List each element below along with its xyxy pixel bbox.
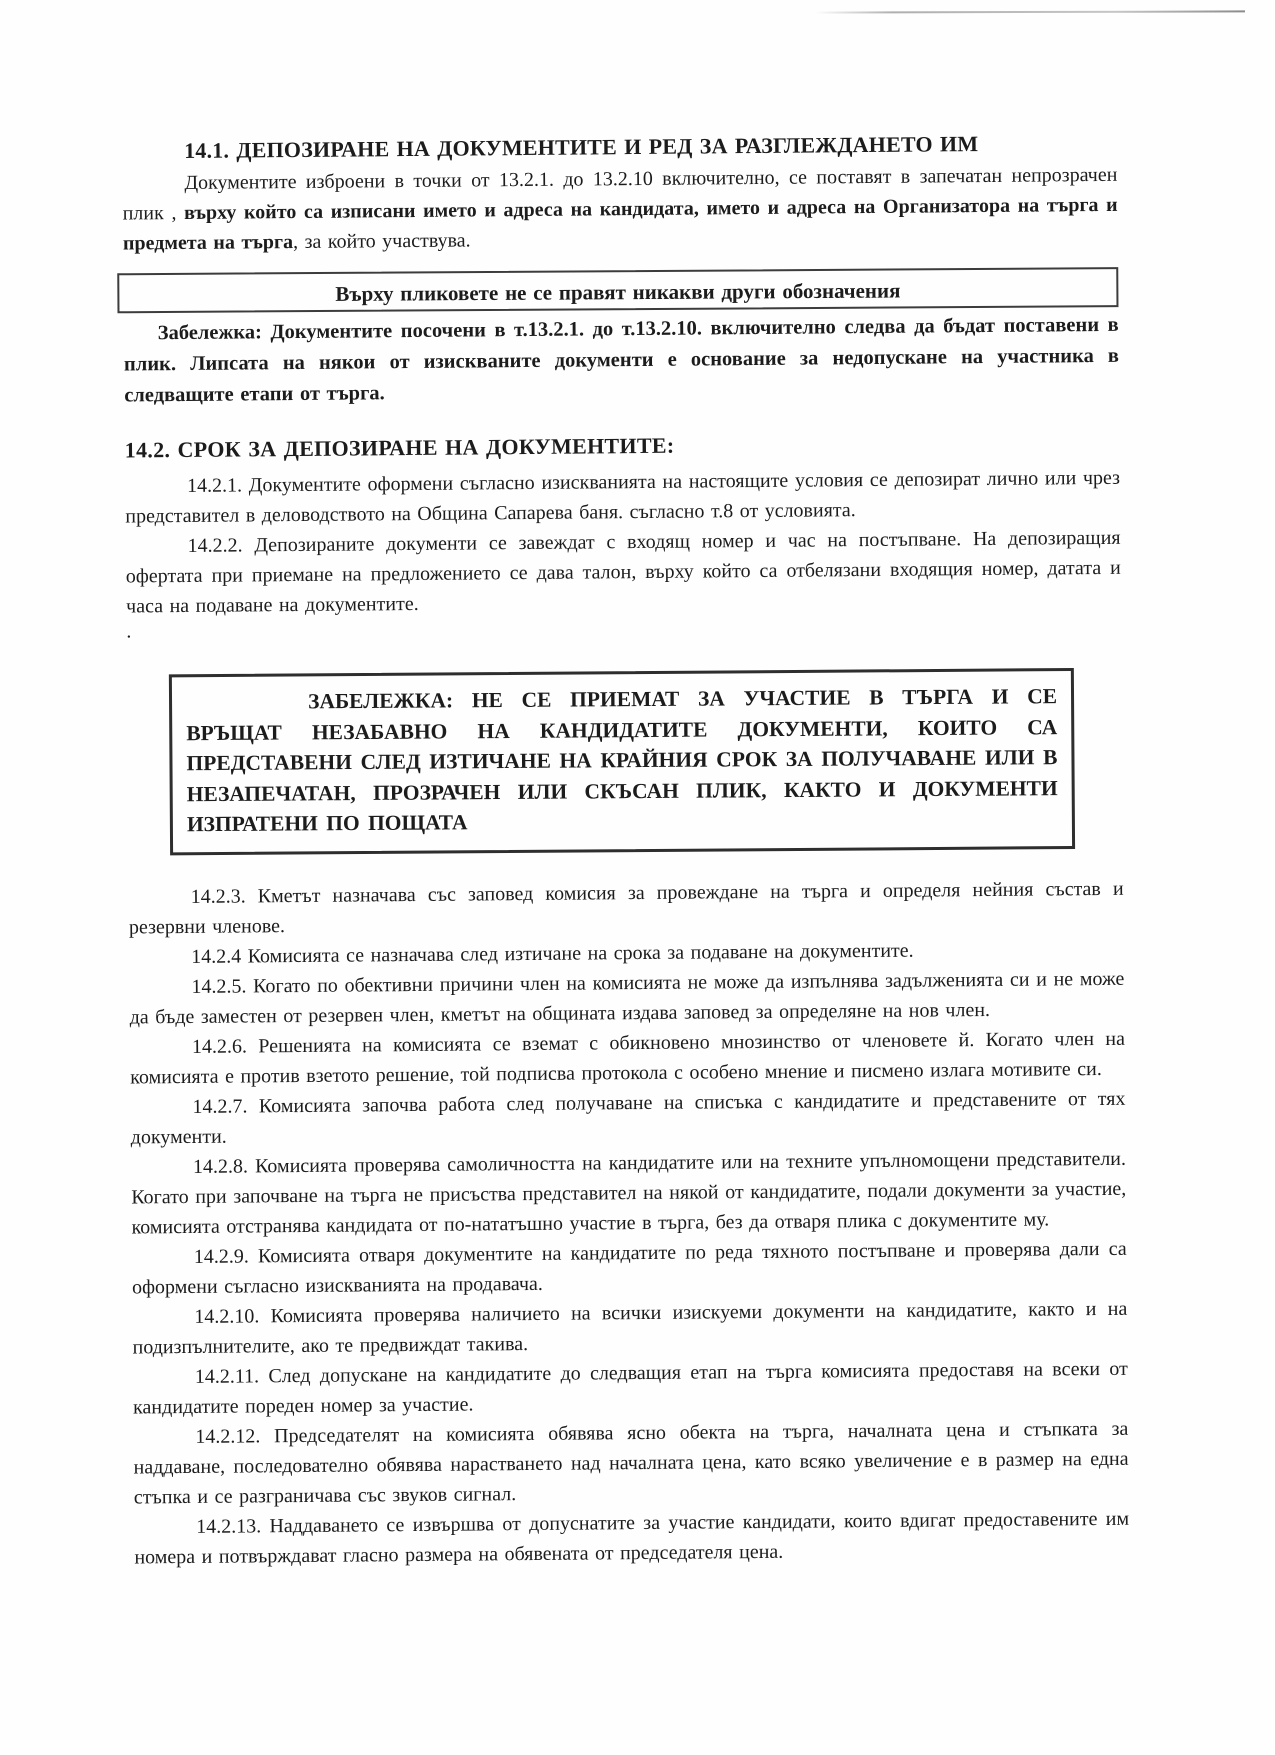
clause-14-2-8: 14.2.8. Комисията проверява самоличността на кандидатите или на техните упълномощени представители. Когато при започване на търга не присъства представител на някой от кандидатите, подали документи за участие, комисията отстранява кандидата от по-нататъшно участие в търга, без да отваря плика с документите му.: [131, 1147, 1127, 1238]
intro-text-normal-1: Документите изброени в точки от 13.2.1. до 13.2.10 включително, се поставят в запечатан непрозрачен плик ,: [122, 163, 1118, 225]
intro-text-bold: върху който са изписани името и адреса на кандидата, името и адреса на Организатора на търга и предмета на търга: [122, 193, 1118, 255]
warning-note-text: ЗАБЕЛЕЖКА: НЕ СЕ ПРИЕМАТ ЗА УЧАСТИЕ В ТЪРГА И СЕ ВРЪЩАТ НЕЗАБАВНО НА КАНДИДАТИТЕ ДОКУМЕНТИ, КОИТО СА ПРЕДСТАВЕНИ СЛЕД ИЗТИЧАНЕ НА КРАЙНИЯ СРОК ЗА ПОЛУЧАВАНЕ ИЛИ В НЕЗАПЕЧАТАН, ПРОЗРАЧЕН ИЛИ СКЪСАН ПЛИК, КАКТО И ДОКУМЕНТИ ИЗПРАТЕНИ ПО ПОЩАТА: [186, 684, 1058, 837]
clause-14-2-4: 14.2.4 Комисията се назначава след изтичане на срока за подаване на документите.: [191, 939, 914, 968]
intro-text-normal-2: , за който участвува.: [293, 229, 471, 254]
document-content: [122, 128, 1129, 1572]
clause-14-2-9: 14.2.9. Комисията отваря документите на кандидатите по реда тяхното постъпване и проверява дали са оформени съгласно изискванията на продавача.: [131, 1237, 1127, 1298]
stray-dot-artifact: .: [126, 620, 132, 643]
clause-14-2-5: 14.2.5. Когато по обективни причини член на комисията не може да изпълнява задълженията си и не може да бъде заместен от резервен член, кметът на общината издава заповед за определяне на нов член.: [129, 967, 1125, 1028]
envelope-rule-text: Върху пликовете не се правят никакви други обозначения: [335, 278, 901, 306]
scan-artifact-line: [815, 10, 1245, 13]
clause-14-2-1: 14.2.1. Документите оформени съгласно изискванията на настоящите условия се депозират лично или чрез представител в деловодството на Община Сапарева баня. съгласно т.8 от условията.: [125, 466, 1121, 528]
warning-note-box: [169, 668, 1075, 855]
clauses-list: [129, 873, 1130, 1572]
clause-14-2-7: 14.2.7. Комисията започва работа след получаване на списъка с кандидатите и представените от тях документи.: [130, 1087, 1126, 1148]
clause-14-2-11: 14.2.11. След допускане на кандидатите до следващия етап на търга комисията предоставя на всеки от кандидатите пореден номер за участие.: [132, 1357, 1128, 1418]
clause-14-2-12: 14.2.12. Председателят на комисията обявява ясно обекта на търга, началната цена и стъпката за наддаване, последователно обявява нарастването над началната цена, като всяко увеличение е в размер на една стъпка и се разграничава със звуков сигнал.: [133, 1417, 1129, 1508]
section-14-1-intro-paragraph: [122, 160, 1118, 259]
clause-14-2-13: 14.2.13. Наддаването се извършва от допуснатите за участие кандидати, които вдигат предоставените им номера и потвърждават гласно размера на обявената от председателя цена.: [134, 1507, 1130, 1568]
clause-14-2-6: 14.2.6. Решенията на комисията се вземат с обикновено мнозинство от членовете й. Когато член на комисията е против взетото решение, той подписва протокола с особено мнение и писмено излага мотивите си.: [130, 1027, 1126, 1088]
clause-14-2-2: 14.2.2. Депозираните документи се завеждат с входящ номер и час на постъпване. На депозиращия офертата при приемане на предложението се дава талон, върху който са отбелязани входящия номер, датата и часа на подаване на документите.: [125, 526, 1121, 618]
envelope-rule-box: [117, 267, 1118, 313]
section-14-1-heading: 14.1. ДЕПОЗИРАНЕ НА ДОКУМЕНТИТЕ И РЕД ЗА РАЗГЛЕЖДАНЕТО ИМ: [184, 131, 979, 163]
clause-14-2-3: 14.2.3. Кметът назначава със заповед комисия за провеждане на търга и определя нейния състав и резервни членове.: [128, 877, 1124, 938]
clause-14-2-10: 14.2.10. Комисията проверява наличието на всички изискуеми документи на кандидатите, както и на подизпълнителите, ако те предвиждат такива.: [132, 1297, 1128, 1358]
section-14-2-heading: 14.2. СРОК ЗА ДЕПОЗИРАНЕ НА ДОКУМЕНТИТЕ:: [124, 432, 675, 463]
zabelezhka-note-paragraph: Забележка: Документите посочени в т.13.2.1. до т.13.2.10. включително следва да бъдат поставени в плик. Липсата на някои от изискваните документи е основание за недопускане на участника в следващите етапи от търга.: [123, 313, 1120, 407]
